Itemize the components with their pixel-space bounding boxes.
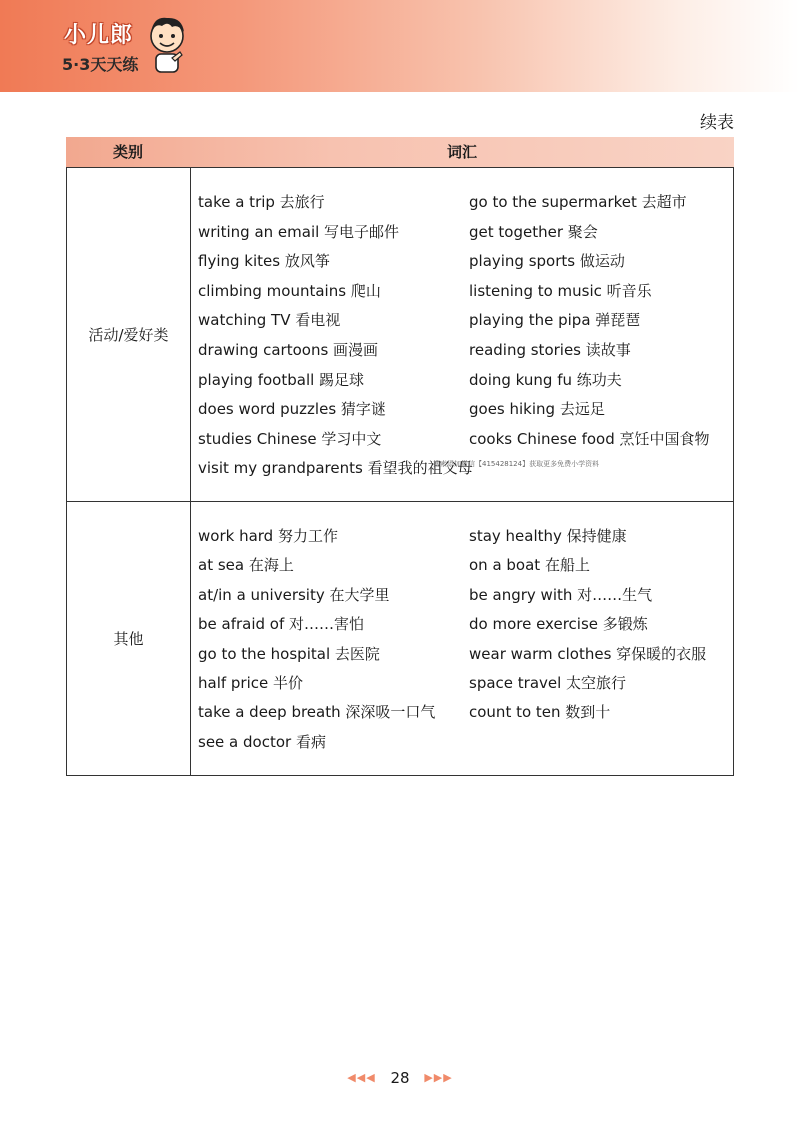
vocab-column-right <box>469 522 706 728</box>
vocab-table <box>66 137 734 775</box>
vocab-item: reading stories 读故事 <box>469 340 631 359</box>
watermark-text: 搜索添加微信【415428124】获取更多免费小学资料 <box>433 460 600 468</box>
brand-sub: 5·3天天练 <box>62 55 139 74</box>
vocab-item: do more exercise 多锻炼 <box>469 615 648 634</box>
category-cell: 活动/爱好类 <box>67 168 191 501</box>
vocab-item: see a doctor 看病 <box>198 732 326 751</box>
left-arrows-icon: ◀◀◀ <box>347 1071 376 1084</box>
page-number: 28 <box>390 1068 410 1087</box>
vocab-item: playing football 踢足球 <box>198 370 365 389</box>
vocab-item: get together 聚会 <box>469 222 598 241</box>
vocab-item: playing sports 做运动 <box>469 252 625 271</box>
vocab-item: wear warm clothes 穿保暖的衣服 <box>469 644 707 663</box>
continued-label: 续表 <box>700 113 734 133</box>
header-category: 类别 <box>112 143 143 161</box>
vocab-item: studies Chinese 学习中文 <box>198 429 382 448</box>
table-body <box>66 167 734 776</box>
vocab-item: at sea 在海上 <box>198 556 294 575</box>
vocab-item: go to the supermarket 去超市 <box>469 193 687 211</box>
category-cell: 其他 <box>67 502 191 775</box>
vocab-item: be afraid of 对……害怕 <box>198 615 365 634</box>
right-arrows-icon: ▶▶▶ <box>424 1071 453 1084</box>
vocab-item: listening to music 听音乐 <box>469 281 652 300</box>
vocab-item: half price 半价 <box>198 673 304 692</box>
vocab-item: go to the hospital 去医院 <box>198 644 380 663</box>
vocab-item: visit my grandparents 看望我的祖父母 <box>198 459 473 478</box>
vocab-column-left <box>198 522 435 757</box>
vocab-column-right <box>469 188 710 454</box>
page-footer <box>0 1068 800 1092</box>
mascot-boy-icon <box>142 14 192 76</box>
header-vocab: 词汇 <box>446 143 477 161</box>
vocab-item: count to ten 数到十 <box>469 703 611 722</box>
vocab-item: flying kites 放风筝 <box>198 252 330 271</box>
brand-name: 小儿郎 <box>64 23 134 48</box>
vocab-item: on a boat 在船上 <box>469 556 590 575</box>
table-row <box>67 502 733 775</box>
vocab-item: space travel 太空旅行 <box>469 673 627 692</box>
table-row <box>67 168 733 502</box>
vocab-item: writing an email 写电子邮件 <box>198 222 400 241</box>
vocab-item: cooks Chinese food 烹饪中国食物 <box>469 429 710 448</box>
vocab-item: take a deep breath 深深吸一口气 <box>198 703 436 722</box>
vocab-item: climbing mountains 爬山 <box>198 281 381 300</box>
vocab-item: watching TV 看电视 <box>198 311 341 330</box>
vocab-item: doing kung fu 练功夫 <box>469 370 622 389</box>
vocab-item: at/in a university 在大学里 <box>198 585 390 604</box>
vocab-item: take a trip 去旅行 <box>198 193 325 211</box>
vocab-column-left <box>198 188 473 484</box>
vocab-item: playing the pipa 弹琵琶 <box>469 311 641 330</box>
vocab-item: stay healthy 保持健康 <box>469 527 627 545</box>
vocab-item: be angry with 对……生气 <box>469 585 653 604</box>
vocab-item: drawing cartoons 画漫画 <box>198 340 379 359</box>
vocab-item: work hard 努力工作 <box>198 527 338 545</box>
vocab-item: does word puzzles 猜字谜 <box>198 400 386 419</box>
vocab-item: goes hiking 去远足 <box>469 400 605 419</box>
table-header <box>66 137 734 167</box>
